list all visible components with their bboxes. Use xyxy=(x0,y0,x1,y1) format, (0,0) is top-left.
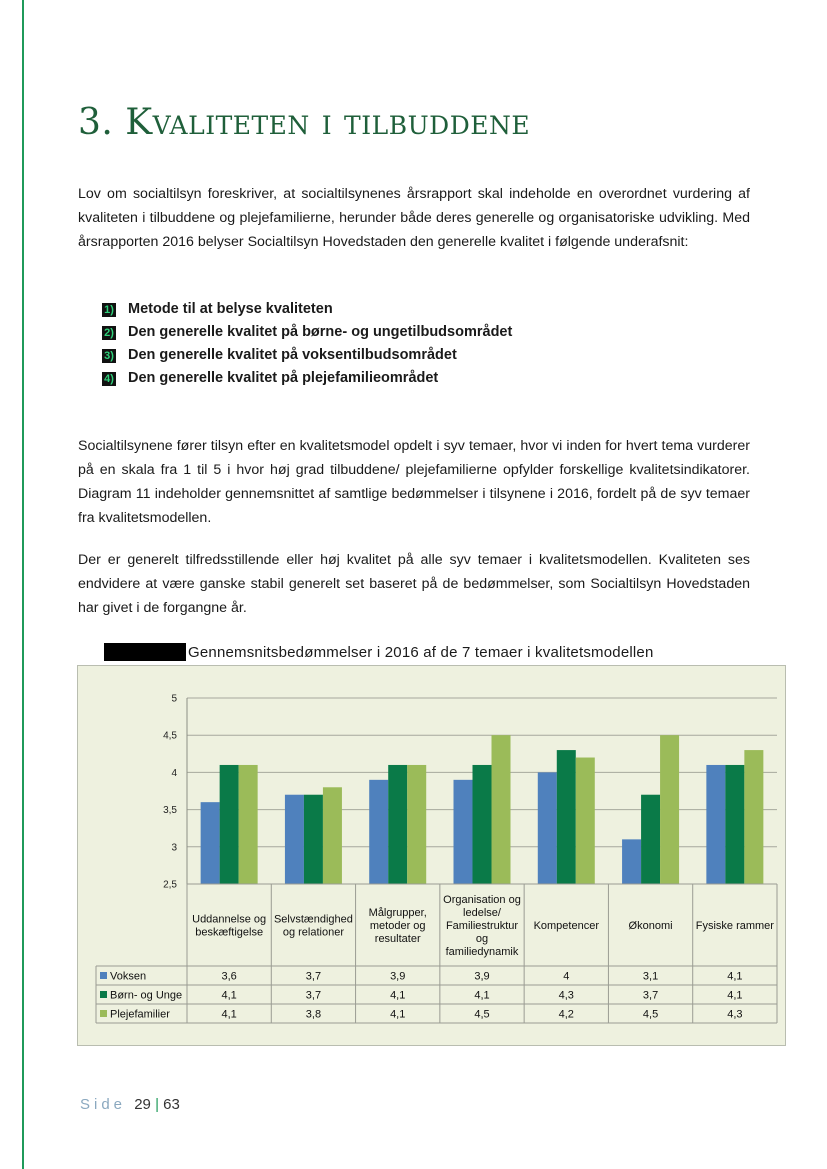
list-number: 3) xyxy=(102,349,116,363)
bar xyxy=(622,839,641,884)
y-tick-label: 4 xyxy=(171,767,177,779)
data-label: 4,3 xyxy=(727,1008,743,1021)
data-label: 4,1 xyxy=(221,989,237,1002)
category-label: og relationer xyxy=(282,926,345,939)
intro-paragraph: Lov om socialtilsyn foreskriver, at socialtilsynenes årsrapport skal indeholde en overordnet vurdering af kvaliteten i tilbuddene og plejefamilierne, herunder både deres generelle og organisatoriske udvikling. Med årsrapporten 2016 belyser Socialtilsyn Hovedstaden den generelle kvalitet i følgende underafsnit: xyxy=(78,186,750,250)
legend-swatch xyxy=(100,972,107,979)
list-item-label: Metode til at belyse kvaliteten xyxy=(128,301,333,317)
list-item xyxy=(102,344,512,367)
bar xyxy=(239,765,258,884)
category-label: Uddannelse og xyxy=(192,913,267,926)
data-label: 4,5 xyxy=(474,1008,490,1021)
page-footer xyxy=(80,1096,180,1113)
data-label: 3,6 xyxy=(221,970,237,983)
data-label: 3,8 xyxy=(305,1008,322,1021)
list-number: 1) xyxy=(102,303,116,317)
list-item-label: Den generelle kvalitet på børne- og ungetilbudsområdet xyxy=(128,324,513,340)
data-label: 3,9 xyxy=(390,970,406,983)
bar xyxy=(201,802,220,884)
bar xyxy=(285,795,304,884)
category-label: familiedynamik xyxy=(445,946,519,958)
category-label: og xyxy=(475,933,489,945)
bar xyxy=(660,735,679,884)
bar xyxy=(492,735,511,884)
data-label: 4,1 xyxy=(390,989,406,1002)
chart-title: Gennemsnitsbedømmelser i 2016 af de 7 temaer i kvalitetsmodellen xyxy=(188,643,654,661)
list-item-label: Den generelle kvalitet på plejefamilieområdet xyxy=(128,370,439,386)
bar xyxy=(220,765,239,884)
data-label: 4,1 xyxy=(390,1008,406,1021)
bar xyxy=(323,787,342,884)
category-label: Kompetencer xyxy=(533,920,600,932)
category-label: beskæftigelse xyxy=(195,926,264,939)
category-label: Selvstændighed xyxy=(273,913,353,926)
category-label: resultater xyxy=(374,933,421,945)
data-label: 4,3 xyxy=(558,989,574,1002)
legend-swatch xyxy=(100,1010,107,1017)
legend-label: Voksen xyxy=(110,970,147,983)
category-label: Organisation og xyxy=(443,894,521,906)
bar xyxy=(304,795,323,884)
bar xyxy=(454,780,473,884)
footer-page-number: 29 xyxy=(134,1096,151,1113)
bar xyxy=(725,765,744,884)
data-label: 4,1 xyxy=(727,970,743,983)
conclusion-paragraph: Der er generelt tilfredsstillende eller høj kvalitet på alle syv temaer i kvalitetsmodellen. Kvaliteten ses endvidere at være ganske stabil generelt set baseret på de bedømmelser, som Socialtilsyn Hovedstaden har givet i de forgangne år. xyxy=(78,552,750,616)
data-label: 4,2 xyxy=(558,1008,574,1021)
legend-label: Plejefamilier xyxy=(110,1008,170,1021)
page-title: 3. Kvaliteten i tilbuddene xyxy=(78,102,531,143)
data-label: 4,1 xyxy=(474,989,490,1002)
bar xyxy=(641,795,660,884)
list-item xyxy=(102,298,512,321)
bar xyxy=(407,765,426,884)
data-label: 4,1 xyxy=(727,989,743,1002)
y-tick-label: 2,5 xyxy=(163,879,177,891)
category-label: Økonomi xyxy=(628,920,673,932)
category-label: metoder og xyxy=(369,920,426,932)
legend-swatch xyxy=(100,991,107,998)
page-margin-rule xyxy=(22,0,24,1169)
method-paragraph: Socialtilsynene fører tilsyn efter en kvalitetsmodel opdelt i syv temaer, hvor vi inden for hvert tema vurderer på en skala fra 1 til 5 i hvor høj grad tilbuddene/ plejefamilierne opfylder forskellige kvalitetsindikatorer. Diagram 11 indeholder gennemsnittet af samtlige bedømmelser i tilsynene i 2016, fordelt på de syv temaer fra kvalitetsmodellen. xyxy=(78,438,750,526)
data-label: 4,5 xyxy=(642,1008,659,1021)
bar xyxy=(388,765,407,884)
category-label: Målgrupper, xyxy=(368,907,427,919)
data-label: 4 xyxy=(563,970,570,983)
data-label: 3,7 xyxy=(642,989,659,1002)
chart-caption xyxy=(104,643,654,661)
subsection-list xyxy=(102,298,512,390)
list-item-label: Den generelle kvalitet på voksentilbudsområdet xyxy=(128,347,457,363)
category-label: Familiestruktur xyxy=(445,920,519,932)
footer-separator: | xyxy=(155,1096,159,1113)
category-label: ledelse/ xyxy=(463,907,501,919)
bar xyxy=(557,750,576,884)
chart-panel xyxy=(77,665,786,1046)
list-number: 2) xyxy=(102,326,116,340)
data-label: 3,1 xyxy=(642,970,659,983)
list-item xyxy=(102,321,512,344)
y-tick-label: 3,5 xyxy=(163,805,177,817)
list-item xyxy=(102,367,512,390)
bar xyxy=(473,765,492,884)
y-tick-label: 5 xyxy=(171,693,177,705)
category-label: Fysiske rammer xyxy=(695,920,774,932)
legend-label: Børn- og Unge xyxy=(110,989,183,1002)
list-number: 4) xyxy=(102,372,116,386)
y-tick-label: 4,5 xyxy=(163,730,177,742)
data-label: 3,7 xyxy=(305,989,322,1002)
y-tick-label: 3 xyxy=(171,842,177,854)
data-label: 3,7 xyxy=(305,970,322,983)
redacted-label xyxy=(104,643,186,661)
data-label: 3,9 xyxy=(474,970,490,983)
bar xyxy=(706,765,725,884)
footer-page-total: 63 xyxy=(163,1096,180,1113)
data-label: 4,1 xyxy=(221,1008,237,1021)
bar xyxy=(538,772,557,884)
bar xyxy=(576,758,595,884)
footer-side-label: Side xyxy=(80,1096,127,1113)
bar-chart xyxy=(78,666,785,1045)
bar xyxy=(744,750,763,884)
bar xyxy=(369,780,388,884)
